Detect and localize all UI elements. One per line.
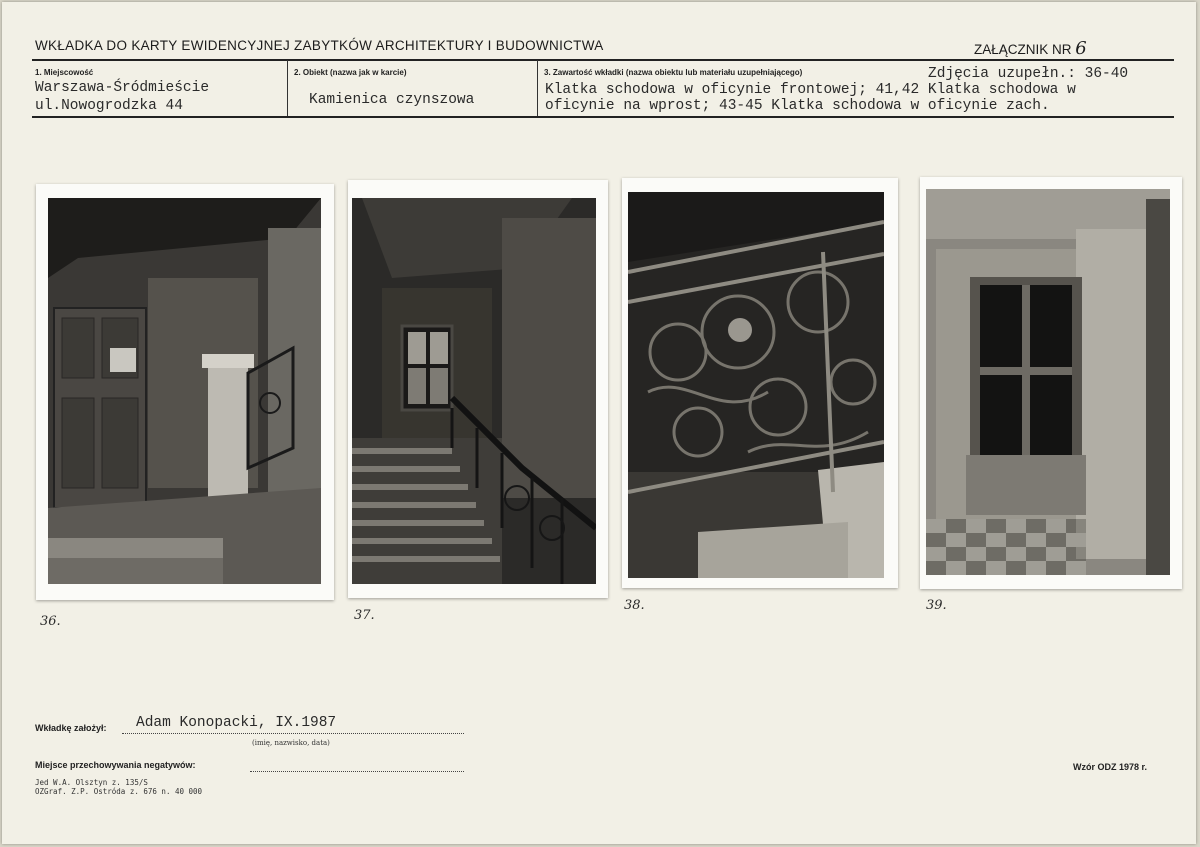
content-line-3: oficynie na wprost; 43-45 Klatka schodowa w oficynie zach. — [545, 98, 1050, 114]
photo-number-39: 39. — [926, 598, 947, 613]
photo-card-36 — [36, 184, 334, 600]
negatives-line — [250, 771, 464, 772]
header-rule-bottom — [32, 116, 1174, 118]
author-label: Wkładkę założył: — [35, 723, 107, 733]
author-line — [122, 733, 464, 734]
photo-staircase-window — [352, 198, 596, 584]
photo-card-39 — [920, 177, 1182, 589]
field-divider-2 — [537, 60, 538, 116]
photo-number-36: 36. — [40, 614, 61, 629]
inventory-sheet — [2, 2, 1196, 844]
field-divider-1 — [287, 60, 288, 116]
annex-label-text: ZAŁĄCZNIK NR — [974, 42, 1072, 57]
photo-number-38: 38. — [624, 598, 645, 613]
print-info-1: Jed W.A. Olsztyn z. 135/S — [35, 778, 148, 787]
author-value: Adam Konopacki, IX.1987 — [136, 715, 337, 731]
locality-line-1: Warszawa-Śródmieście — [35, 80, 210, 96]
form-title: WKŁADKA DO KARTY EWIDENCYJNEJ ZABYTKÓW ARCHITEKTURY I BUDOWNICTWA — [35, 38, 604, 53]
object-value: Kamienica czynszowa — [309, 92, 475, 108]
object-label: 2. Obiekt (nazwa jak w karcie) — [294, 68, 407, 77]
negatives-label: Miejsce przechowywania negatywów: — [35, 760, 196, 770]
header-rule-top — [32, 59, 1174, 61]
photo-window-niche — [926, 189, 1170, 575]
photo-wrought-iron-balustrade — [628, 192, 884, 578]
content-line-2: Klatka schodowa w oficynie frontowej; 41,42 Klatka schodowa w — [545, 82, 1076, 98]
photo-number-37: 37. — [354, 608, 375, 623]
author-hint: (imię, nazwisko, data) — [252, 739, 330, 747]
annex-label — [974, 38, 1087, 59]
photo-card-37 — [348, 180, 608, 598]
template-code: Wzór ODZ 1978 r. — [1073, 762, 1148, 772]
annex-number: 6 — [1075, 38, 1087, 59]
content-label: 3. Zawartość wkładki (nazwa obiektu lub materiału uzupełniającego) — [544, 68, 803, 77]
print-info-2: OZGraf. Z.P. Ostróda z. 676 n. 40 000 — [35, 787, 203, 796]
content-line-1: Zdjęcia uzupełn.: 36-40 — [928, 66, 1129, 82]
locality-label: 1. Miejscowość — [35, 68, 94, 77]
locality-line-2: ul.Nowogrodzka 44 — [35, 98, 183, 114]
photo-card-38 — [622, 178, 898, 588]
photo-staircase-entrance — [48, 198, 321, 584]
